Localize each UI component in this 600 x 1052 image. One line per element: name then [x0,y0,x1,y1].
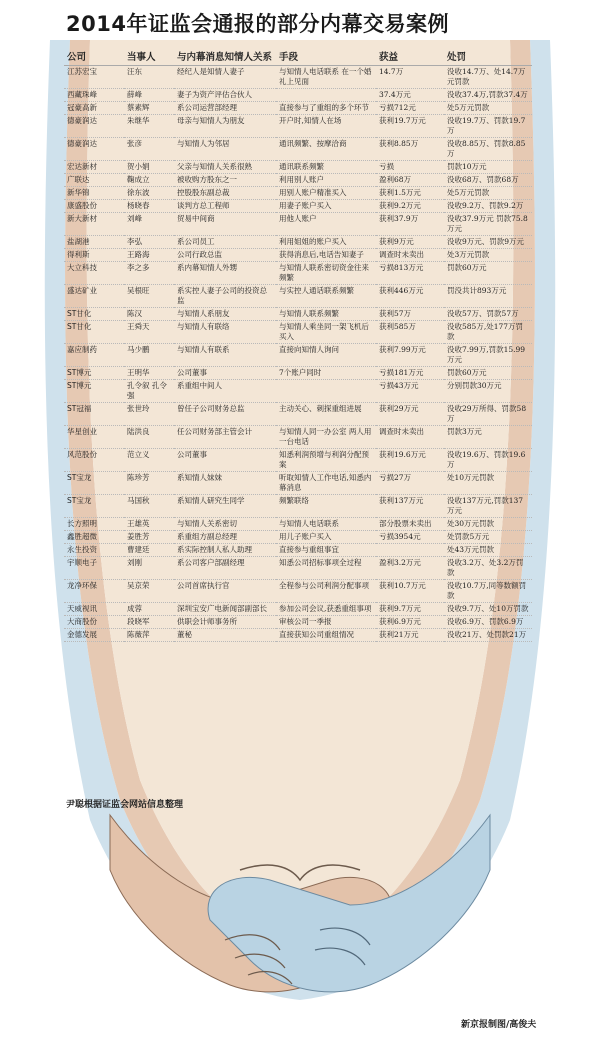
cell-company: 江苏宏宝 [64,66,124,89]
column-header-means: 手段 [276,47,376,66]
table-row [64,426,532,449]
table-row [64,89,532,102]
cell-means: 利用别人账户 [276,174,376,187]
cell-gain: 获利29万元 [376,403,444,426]
cell-gain: 获利10.7万元 [376,580,444,603]
cell-means: 知悉公司招标事项全过程 [276,557,376,580]
cell-company: 新大新材 [64,213,124,236]
cell-party: 成蓉 [124,603,174,616]
table-row [64,616,532,629]
cell-party: 王路海 [124,249,174,262]
cell-penalty: 处罚款5万元 [444,531,532,544]
cell-company: 宏达新材 [64,161,124,174]
column-header-relation: 与内幕消息知情人关系 [174,47,276,66]
cell-party: 杨晓春 [124,200,174,213]
cell-company: 德豪润达 [64,138,124,161]
cell-means: 与知情人乘坐同一架飞机后买入 [276,321,376,344]
cell-penalty: 没收10.7万,同等数额罚款 [444,580,532,603]
cell-party: 刘峰 [124,213,174,236]
cell-penalty: 没收68万、罚款68万 [444,174,532,187]
cell-company: 风范股份 [64,449,124,472]
cell-means: 主动关心、刺探重组进展 [276,403,376,426]
cell-company: ST宝龙 [64,472,124,495]
cell-means: 用别人账户精准买入 [276,187,376,200]
cell-party: 陈珍芳 [124,472,174,495]
cell-relation: 与知情人有联络 [174,321,276,344]
table-row [64,115,532,138]
cell-party: 孔令叙 孔令强 [124,380,174,403]
cell-penalty: 没收9.7万、处10万罚款 [444,603,532,616]
table-row [64,629,532,642]
cell-means: 用妻子账户买入 [276,200,376,213]
cell-means [276,89,376,102]
cell-means: 用他人账户 [276,213,376,236]
cell-means: 直接参与重组事宜 [276,544,376,557]
cell-gain: 亏损181万元 [376,367,444,380]
cell-party: 吴根旺 [124,285,174,308]
cell-relation: 与知情人为邻居 [174,138,276,161]
cell-gain: 部分股票未卖出 [376,518,444,531]
cell-relation: 公司董事 [174,449,276,472]
table-row [64,66,532,89]
cell-penalty: 罚款10万元 [444,161,532,174]
cell-penalty: 处43万元罚款 [444,544,532,557]
column-header-penalty: 处罚 [444,47,532,66]
cell-party: 张世玲 [124,403,174,426]
cell-party: 汪东 [124,66,174,89]
table-row [64,262,532,285]
cell-company: 天威视讯 [64,603,124,616]
cell-party: 王舜天 [124,321,174,344]
cell-relation: 经纪人是知情人妻子 [174,66,276,89]
cell-penalty: 没收19.7万、罚款19.7万 [444,115,532,138]
table-row [64,236,532,249]
cell-means: 知悉利润预增与利润分配预案 [276,449,376,472]
cell-company: 宇顺电子 [64,557,124,580]
page-title: 2014年证监会通报的部分内幕交易案例 [66,12,449,36]
cell-gain: 37.4万元 [376,89,444,102]
cell-relation: 深圳宝安广电新闻部副部长 [174,603,276,616]
cell-penalty: 罚款60万元 [444,262,532,285]
column-header-company: 公司 [64,47,124,66]
cell-gain: 获利19.7万元 [376,115,444,138]
cell-penalty: 处10万元罚款 [444,472,532,495]
cell-means: 直接获知公司重组情况 [276,629,376,642]
cell-gain: 获利9.2万元 [376,200,444,213]
graphic-credit: 新京报制图/高俊夫 [461,1020,537,1030]
cell-party: 范立义 [124,449,174,472]
cell-gain: 获利585万 [376,321,444,344]
cell-relation: 公司行政总监 [174,249,276,262]
cell-relation: 系公司员工 [174,236,276,249]
cell-relation: 谈判方总工程师 [174,200,276,213]
cell-gain: 获利137万元 [376,495,444,518]
cell-relation: 系公司客户部副经理 [174,557,276,580]
table-row [64,557,532,580]
cell-party: 徐东波 [124,187,174,200]
cell-penalty: 罚没共计893万元 [444,285,532,308]
cell-relation: 与知情人关系密切 [174,518,276,531]
table-row [64,213,532,236]
cell-relation: 系知情人妹妹 [174,472,276,495]
insider-trading-table-container [64,47,532,642]
cell-penalty: 没收9.2万、罚款9.2万 [444,200,532,213]
cell-company: 华星创业 [64,426,124,449]
cell-relation: 母亲与知情人为朋友 [174,115,276,138]
cell-means [276,380,376,403]
cell-company: 得利斯 [64,249,124,262]
cell-party: 刘刚 [124,557,174,580]
cell-penalty: 没收14.7万、处14.7万元罚款 [444,66,532,89]
cell-company: 龙净环保 [64,580,124,603]
source-note: 尹聪根据证监会网站信息整理 [66,800,184,810]
cell-company: 金德发展 [64,629,124,642]
table-row [64,603,532,616]
cell-relation: 控股股东副总裁 [174,187,276,200]
cell-relation: 董秘 [174,629,276,642]
cell-party: 李弘 [124,236,174,249]
cell-company: 康盛股份 [64,200,124,213]
table-row [64,580,532,603]
cell-means: 与知情人联系频繁 [276,308,376,321]
cell-gain: 获利57万 [376,308,444,321]
cell-party: 蔡素辉 [124,102,174,115]
table-row [64,449,532,472]
cell-party: 曹建廷 [124,544,174,557]
cell-relation: 系公司运营部经理 [174,102,276,115]
cell-company: ST甘化 [64,321,124,344]
table-row [64,518,532,531]
cell-relation: 被收购方股东之一 [174,174,276,187]
cell-penalty: 分别罚款30万元 [444,380,532,403]
cell-means: 与知情人同一办公室 两人用一台电话 [276,426,376,449]
cell-gain: 盈利3.2万元 [376,557,444,580]
cell-penalty: 没收37.9万元 罚款75.8万元 [444,213,532,236]
table-row [64,285,532,308]
cell-company: 盐湖港 [64,236,124,249]
table-row [64,495,532,518]
cell-relation: 系实控人妻子公司的投资总监 [174,285,276,308]
cell-penalty: 处5万元罚款 [444,187,532,200]
cell-company: 西藏珠峰 [64,89,124,102]
cell-penalty: 没收3.2万、处3.2万罚款 [444,557,532,580]
cell-company: ST宝龙 [64,495,124,518]
cell-party: 王明华 [124,367,174,380]
table-header-row [64,47,532,66]
cell-gain: 亏损43万元 [376,380,444,403]
table-row [64,249,532,262]
cell-company: 大商股份 [64,616,124,629]
column-header-gain: 获益 [376,47,444,66]
cell-means: 频繁联络 [276,495,376,518]
cell-company: ST冠福 [64,403,124,426]
cell-means: 直接向知情人询问 [276,344,376,367]
cell-company: ST甘化 [64,308,124,321]
cell-party: 吴京荣 [124,580,174,603]
cell-company: 广联达 [64,174,124,187]
table-row [64,321,532,344]
cell-gain: 亏损3954元 [376,531,444,544]
cell-means: 听取知情人工作电话,知悉内幕消息 [276,472,376,495]
cell-gain: 亏损712元 [376,102,444,115]
cell-means: 与实控人通话联系频繁 [276,285,376,308]
cell-gain: 获利21万元 [376,629,444,642]
cell-gain: 获利37.9万 [376,213,444,236]
cell-penalty: 没收9万元、罚款9万元 [444,236,532,249]
cell-penalty: 罚款3万元 [444,426,532,449]
cell-gain: 获利7.99万元 [376,344,444,367]
cell-relation: 系内幕知情人外甥 [174,262,276,285]
cell-penalty: 处3万元罚款 [444,249,532,262]
insider-trading-table [64,47,532,642]
table-row [64,174,532,187]
cell-means: 全程参与公司利润分配事项 [276,580,376,603]
cell-gain: 调查时未卖出 [376,426,444,449]
cell-company: 大立科技 [64,262,124,285]
cell-penalty: 没收21万、处罚款21万 [444,629,532,642]
cell-relation: 供职会计师事务所 [174,616,276,629]
cell-gain: 盈利68万 [376,174,444,187]
cell-company: 鑫胜超微 [64,531,124,544]
table-row [64,544,532,557]
cell-penalty: 处30万元罚款 [444,518,532,531]
table-row [64,367,532,380]
table-row [64,344,532,367]
cell-means: 通讯联系频繁 [276,161,376,174]
cell-penalty: 没收8.85万、罚款8.85万 [444,138,532,161]
cell-gain: 14.7万 [376,66,444,89]
cell-penalty: 没收7.99万,罚款15.99万元 [444,344,532,367]
cell-relation: 公司董事 [174,367,276,380]
cell-party: 张彦 [124,138,174,161]
cell-party: 薛峰 [124,89,174,102]
cell-party: 贺小娟 [124,161,174,174]
cell-penalty: 没收585万,处177万罚款 [444,321,532,344]
table-row [64,138,532,161]
table-row [64,472,532,495]
cell-relation: 贸易中间商 [174,213,276,236]
cell-penalty: 没收37.4万,罚款37.4万 [444,89,532,102]
cell-gain: 获利1.5万元 [376,187,444,200]
cell-means: 通讯频繁、按摩洽商 [276,138,376,161]
cell-penalty: 没收57万、罚款57万 [444,308,532,321]
cell-party: 段晓军 [124,616,174,629]
cell-penalty: 处5万元罚款 [444,102,532,115]
cell-means: 利用姐姐的账户买入 [276,236,376,249]
cell-party: 马国秋 [124,495,174,518]
cell-gain: 获利8.85万 [376,138,444,161]
cell-gain: 亏损813万元 [376,262,444,285]
cell-gain: 获利19.6万元 [376,449,444,472]
table-row [64,531,532,544]
cell-gain: 获利446万元 [376,285,444,308]
cell-party: 陈汉 [124,308,174,321]
cell-relation: 妻子为资产评估合伙人 [174,89,276,102]
cell-company: 永生投资 [64,544,124,557]
table-row [64,308,532,321]
cell-means: 与知情人联系密切资金往来频繁 [276,262,376,285]
cell-company: 盛达矿业 [64,285,124,308]
cell-means: 开户时,知情人在场 [276,115,376,138]
cell-means: 审核公司一季报 [276,616,376,629]
cell-gain: 亏损 [376,161,444,174]
table-row [64,403,532,426]
cell-penalty: 罚款60万元 [444,367,532,380]
cell-gain: 获利9万元 [376,236,444,249]
table-row [64,102,532,115]
cell-penalty: 没收6.9万、罚款6.9万 [444,616,532,629]
cell-means: 与知情人电话联系 [276,518,376,531]
cell-gain [376,544,444,557]
cell-company: 冠豪高新 [64,102,124,115]
table-row [64,380,532,403]
cell-relation: 与知情人有联系 [174,344,276,367]
cell-gain: 获利9.7万元 [376,603,444,616]
cell-relation: 任公司财务部主管会计 [174,426,276,449]
cell-means: 与知情人电话联系 在一个婚礼上见面 [276,66,376,89]
cell-relation: 系实际控制人私人助理 [174,544,276,557]
table-row [64,200,532,213]
cell-party: 朱继华 [124,115,174,138]
cell-party: 陈薇萍 [124,629,174,642]
cell-company: ST博元 [64,380,124,403]
cell-means: 参加公司会议,获悉重组事项 [276,603,376,616]
cell-company: 嘉应制药 [64,344,124,367]
cell-relation: 曾任子公司财务总监 [174,403,276,426]
cell-company: 新华锦 [64,187,124,200]
cell-party: 王雄英 [124,518,174,531]
cell-party: 陆洪良 [124,426,174,449]
cell-company: 长方照明 [64,518,124,531]
cell-company: 德豪润达 [64,115,124,138]
cell-relation: 公司首席执行官 [174,580,276,603]
cell-means: 获得消息后,电话告知妻子 [276,249,376,262]
table-row [64,187,532,200]
cell-gain: 亏损27万 [376,472,444,495]
cell-means: 用儿子账户买入 [276,531,376,544]
cell-relation: 父亲与知情人关系很熟 [174,161,276,174]
cell-means: 直接参与了重组的多个环节 [276,102,376,115]
cell-means: 7个账户同时 [276,367,376,380]
cell-party: 马少鹏 [124,344,174,367]
cell-relation: 与知情人系朋友 [174,308,276,321]
cell-company: ST博元 [64,367,124,380]
cell-gain: 调查时未卖出 [376,249,444,262]
cell-relation: 系重组中间人 [174,380,276,403]
cell-penalty: 没收29万所得、罚款58万 [444,403,532,426]
cell-relation: 系知情人研究生同学 [174,495,276,518]
cell-penalty: 没收137万元,罚款137万元 [444,495,532,518]
cell-gain: 获利6.9万元 [376,616,444,629]
column-header-party: 当事人 [124,47,174,66]
table-body [64,66,532,642]
cell-party: 李之多 [124,262,174,285]
cell-party: 鞠成立 [124,174,174,187]
cell-penalty: 没收19.6万、罚款19.6万 [444,449,532,472]
cell-party: 姜胜芳 [124,531,174,544]
table-row [64,161,532,174]
cell-relation: 系重组方副总经理 [174,531,276,544]
